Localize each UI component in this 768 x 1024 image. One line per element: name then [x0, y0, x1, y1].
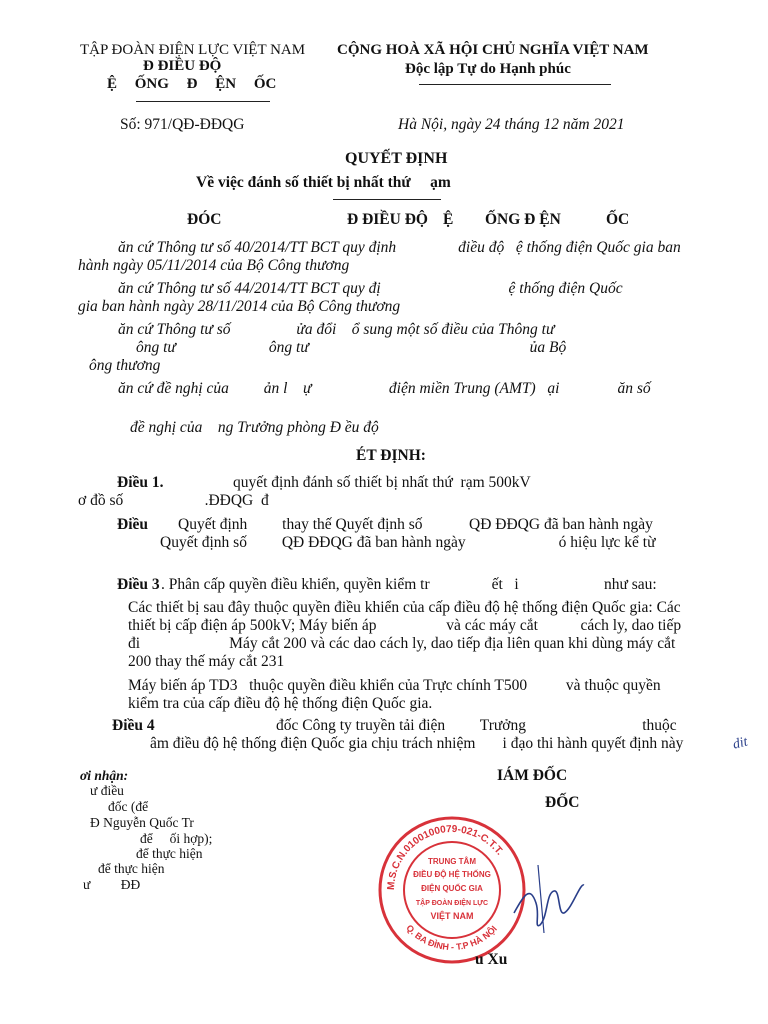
- basis-line: hành ngày 05/11/2014 của Bộ Công thương: [78, 257, 350, 274]
- article-3-paragraph-line: thiết bị cấp điện áp 500kV; Máy biến áp và các máy cắt cách ly, dao tiếp: [128, 617, 682, 634]
- authority-segment: ĐÓC: [187, 211, 222, 228]
- article-2-label: Điều: [117, 516, 148, 533]
- recipient-item: để ối hợp);: [140, 831, 213, 846]
- article-4-text: âm điều độ hệ thống điện Quốc gia chịu trách nhiệm i đạo thi hành quyết định này: [150, 735, 684, 752]
- article-3-paragraph-line: 200 thay thế máy cắt 231: [128, 653, 285, 670]
- header-left-rule: [136, 101, 270, 102]
- document-subject: Về việc đánh số thiết bị nhất thứ ạm: [196, 174, 451, 191]
- signer-name: u Xu: [475, 951, 508, 968]
- basis-line: ăn cứ Thông tư số ửa đổi ổ sung một số điều của Thông tư: [118, 321, 555, 338]
- place-date: Hà Nội, ngày 24 tháng 12 năm 2021: [398, 116, 625, 133]
- seal-ring-text-path: M.S.C.N.0100100079-021-C.T.T.: [385, 823, 506, 891]
- authority-segment: ỐNG Đ ỆN: [485, 211, 561, 228]
- article-4-text: đốc Công ty truyền tải điện Trưởng thuộc: [276, 717, 677, 734]
- header-right-rule: [419, 84, 611, 85]
- organization-center: Ệ ỐNG Đ ỆN ỐC: [107, 76, 277, 92]
- article-1-label: Điều 1.: [117, 474, 164, 491]
- article-3-text: . Phân cấp quyền điều khiển, quyền kiểm tr ết i như sau:: [161, 576, 657, 593]
- seal-ring-bottom-path: Q. BA ĐÌNH - T.P HÀ NỘI: [404, 922, 499, 953]
- signer-title: IÁM ĐỐC: [497, 767, 568, 784]
- article-3-paragraph-line: Các thiết bị sau đây thuộc quyền điều khiển của cấp điều độ hệ thống điện Quốc gia: Các: [128, 599, 681, 616]
- basis-line: gia ban hành ngày 28/11/2014 của Bộ Công thương: [78, 298, 401, 315]
- official-seal: [377, 815, 527, 965]
- authority-segment: Đ ĐIỀU ĐỘ: [347, 211, 428, 228]
- article-3-paragraph-line: đi Máy cắt 200 và các dao cách ly, dao tiếp địa liên quan khi dùng máy cắt: [128, 635, 676, 652]
- basis-line: ông thương: [89, 357, 161, 374]
- document-number: Số: 971/QĐ-ĐĐQG: [120, 116, 245, 133]
- seal-line: TẬP ĐOÀN ĐIỆN LỰC: [415, 900, 489, 907]
- seal-line: ĐIỀU ĐỘ HỆ THỐNG: [413, 870, 491, 879]
- article-1-text: quyết định đánh số thiết bị nhất thứ rạm 500kV: [233, 474, 531, 491]
- article-3-label: Điều 3: [117, 576, 160, 593]
- document-title: QUYẾT ĐỊNH: [345, 150, 448, 167]
- basis-line: ăn cứ đề nghị của ản l ự điện miền Trung (AMT) ại ăn số: [118, 380, 651, 397]
- nation-title: CỘNG HOÀ XÃ HỘI CHỦ NGHĨA VIỆT NAM: [337, 42, 649, 58]
- seal-line: VIỆT NAM: [430, 911, 474, 921]
- recipients-heading: ơi nhận:: [80, 768, 129, 783]
- article-2-text: Quyết định thay thế Quyết định số QĐ ĐĐQG đã ban hành ngày: [178, 516, 653, 533]
- authority-segment: ỐC: [606, 211, 630, 228]
- seal-line: TRUNG TÂM: [428, 857, 476, 866]
- seal-line: ĐIỆN QUỐC GIA: [421, 884, 483, 893]
- recipient-item: ư ĐĐ: [83, 877, 141, 892]
- title-rule: [333, 199, 441, 200]
- basis-line: đề nghị của ng Trưởng phòng Đ ều độ: [130, 419, 379, 436]
- basis-line: ăn cứ Thông tư số 40/2014/TT BCT quy định điều độ ệ thống điện Quốc gia ban: [118, 239, 681, 256]
- article-4-label: Điều 4: [112, 717, 155, 734]
- article-2-text: Quyết định số QĐ ĐĐQG đã ban hành ngày ó hiệu lực kể từ: [160, 534, 656, 551]
- authority-segment: Ệ: [443, 211, 454, 228]
- article-1-text: ơ đồ số .ĐĐQG đ: [78, 492, 269, 509]
- organization-unit: Đ ĐIỀU ĐỘ: [143, 58, 222, 74]
- handwritten-signature: [510, 855, 630, 945]
- organization-name: TẬP ĐOÀN ĐIỆN LỰC VIỆT NAM: [80, 42, 306, 58]
- signer-title-2: ĐỐC: [545, 794, 580, 811]
- recipient-item: ư điều: [90, 783, 124, 798]
- decision-heading: ÉT ĐỊNH:: [356, 447, 426, 464]
- article-3-paragraph-line: Máy biến áp TD3 thuộc quyền điều khiển của Trực chính T500 và thuộc quyền: [128, 677, 661, 694]
- basis-line: ông tư ông tư ủa Bộ: [136, 339, 567, 356]
- recipient-item: để thực hiện: [98, 861, 165, 876]
- article-3-paragraph-line: kiểm tra của cấp điều độ hệ thống điện Quốc gia.: [128, 695, 433, 712]
- recipient-item: Đ Nguyễn Quốc Tr: [90, 815, 194, 830]
- nation-motto: Độc lập Tự do Hạnh phúc: [405, 61, 571, 77]
- initials-mark: dit: [731, 734, 750, 753]
- recipient-item: đốc (để: [108, 799, 149, 814]
- recipient-item: để thực hiện: [136, 846, 203, 861]
- basis-line: ăn cứ Thông tư số 44/2014/TT BCT quy đị ệ thống điện Quốc: [118, 280, 623, 297]
